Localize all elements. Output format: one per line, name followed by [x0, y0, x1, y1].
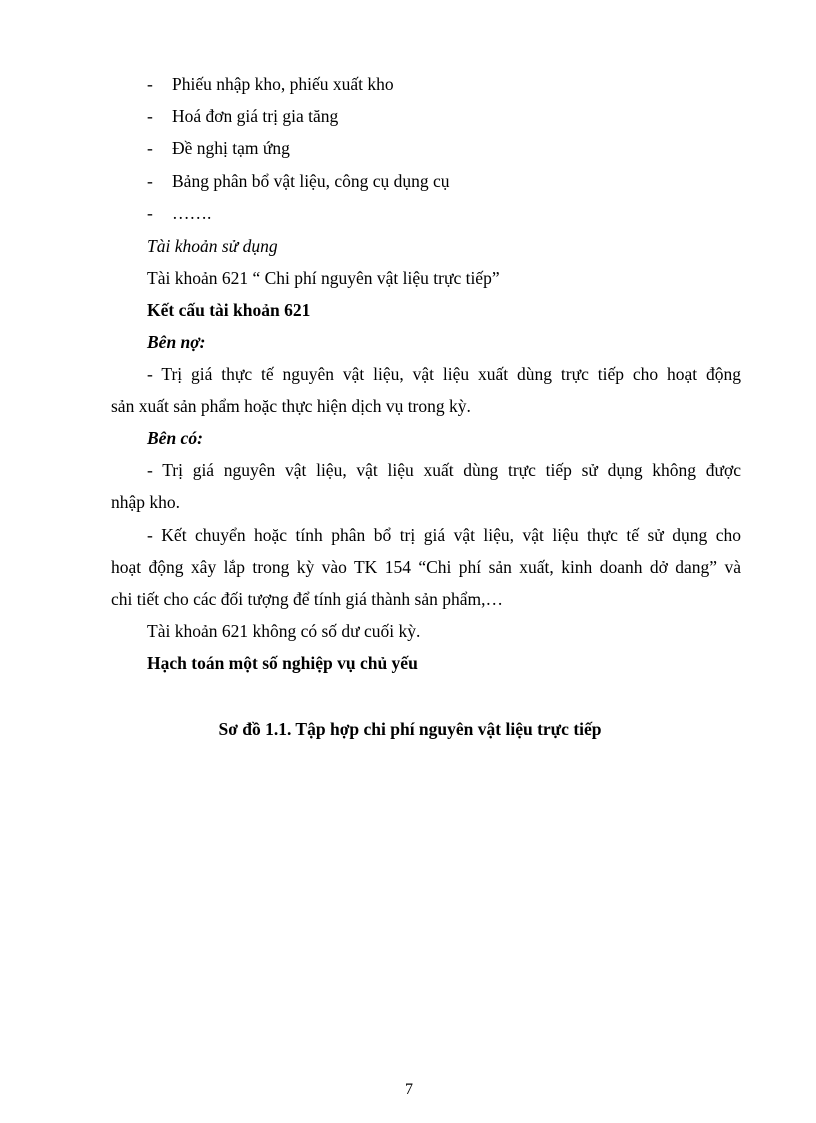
bullet-marker: - [147, 138, 153, 158]
list-item: Phiếu nhập kho, phiếu xuất kho [172, 74, 394, 94]
credit-paragraph-line: - Trị giá nguyên vật liệu, vật liệu xuất dùng trực tiếp sử dụng không được [147, 460, 741, 480]
page-number: 7 [405, 1081, 413, 1098]
list-item: Đề nghị tạm ứng [172, 138, 290, 158]
debit-paragraph-line: - Trị giá thực tế nguyên vật liệu, vật liệu xuất dùng trực tiếp cho hoạt động [147, 364, 741, 384]
credit-paragraph-line: - Kết chuyển hoặc tính phân bổ trị giá vật liệu, vật liệu thực tế sử dụng cho [147, 525, 741, 545]
diagram-title: Sơ đồ 1.1. Tập hợp chi phí nguyên vật liệu trực tiếp [218, 719, 602, 739]
debit-paragraph-line: sản xuất sản phẩm hoặc thực hiện dịch vụ trong kỳ. [111, 396, 471, 416]
list-item: ……. [172, 203, 212, 223]
accounting-heading: Hạch toán một số nghiệp vụ chủ yếu [147, 653, 418, 673]
credit-paragraph-line: hoạt động xây lắp trong kỳ vào TK 154 “Chi phí sản xuất, kinh doanh dở dang” và [111, 557, 741, 577]
bullet-marker: - [147, 203, 153, 223]
debit-heading: Bên nợ: [147, 332, 206, 352]
structure-heading: Kết cấu tài khoản 621 [147, 300, 311, 320]
credit-paragraph-line: chi tiết cho các đối tượng để tính giá thành sản phẩm,… [111, 589, 503, 609]
list-item: Hoá đơn giá trị gia tăng [172, 106, 339, 126]
account-used-heading: Tài khoản sử dụng [147, 236, 278, 256]
list-item: Bảng phân bổ vật liệu, công cụ dụng cụ [172, 171, 450, 191]
credit-heading: Bên có: [147, 428, 203, 448]
no-balance-text: Tài khoản 621 không có số dư cuối kỳ. [147, 621, 421, 641]
bullet-marker: - [147, 74, 153, 94]
bullet-marker: - [147, 171, 153, 191]
bullet-marker: - [147, 106, 153, 126]
credit-paragraph-line: nhập kho. [111, 492, 181, 512]
account-name: Tài khoản 621 “ Chi phí nguyên vật liệu trực tiếp” [147, 268, 500, 288]
